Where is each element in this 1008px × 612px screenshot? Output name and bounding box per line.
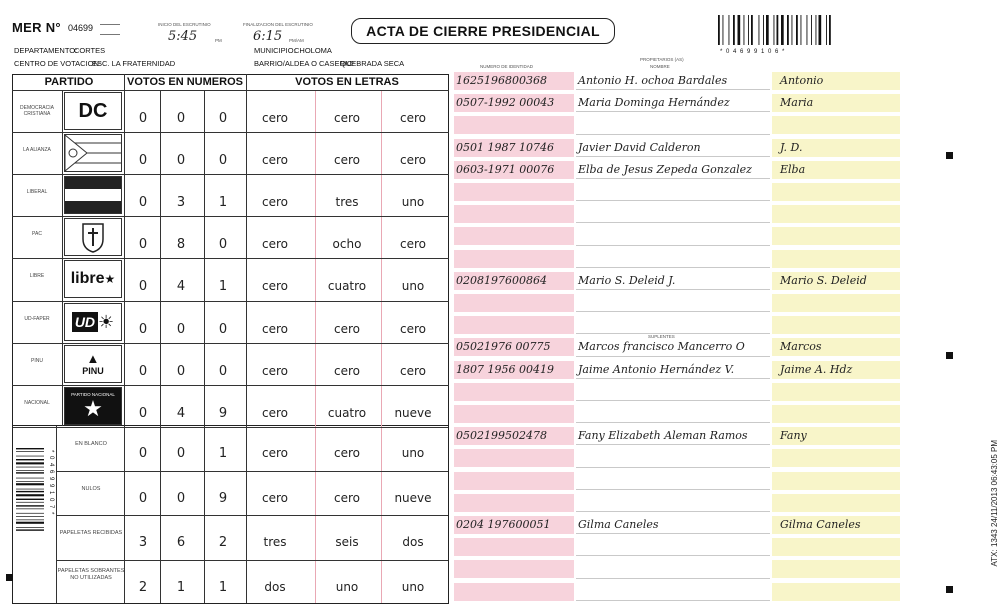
signature-cell <box>772 205 900 223</box>
signature-cell <box>772 494 900 512</box>
name-line <box>576 156 770 157</box>
party-logo-icon <box>64 176 122 214</box>
signature-cell <box>772 538 900 556</box>
vote-word: cero <box>334 111 360 125</box>
total-label: PAPELETAS RECIBIDAS <box>59 530 123 536</box>
vote-word: uno <box>401 279 425 293</box>
vote-digit: 0 <box>218 364 228 379</box>
vote-word: cero <box>262 195 288 209</box>
pinu-logo-text: PINU <box>82 366 104 376</box>
top-barcode-icon <box>716 15 866 47</box>
name-line <box>576 400 770 401</box>
col-votos-letras: VOTOS EN LETRAS <box>295 76 399 88</box>
name-line <box>576 467 770 468</box>
total-word: dos <box>402 535 424 549</box>
signature-cell <box>772 294 900 312</box>
member-signature: Maria <box>780 96 814 109</box>
total-digit: 1 <box>218 446 228 461</box>
finalize-ampm: PM/AM <box>289 38 304 43</box>
total-word: uno <box>401 446 425 460</box>
member-signature: Elba <box>780 163 806 176</box>
signature-cell <box>772 405 900 423</box>
vote-digit: 0 <box>138 279 148 294</box>
total-digit: 0 <box>176 491 186 506</box>
name-line <box>576 134 770 135</box>
signature-cell <box>772 316 900 334</box>
id-cell <box>454 449 574 467</box>
vote-word: cuatro <box>327 406 367 420</box>
member-signature: Gilma Caneles <box>780 518 861 531</box>
registration-marker <box>946 352 953 359</box>
row-divider <box>12 385 449 386</box>
tse-logo-icon <box>100 24 120 35</box>
name-line <box>576 89 770 90</box>
name-line <box>576 111 770 112</box>
mer-label: MER N° <box>12 20 61 35</box>
id-cell <box>454 494 574 512</box>
name-line <box>576 578 770 579</box>
vote-word: cero <box>262 279 288 293</box>
top-barcode-number: * 0 4 6 9 9 1 0 6 * <box>720 49 786 55</box>
inicio-time: 5:45 <box>168 29 198 44</box>
name-line <box>576 267 770 268</box>
nombre-label: NOMBRE <box>650 64 670 69</box>
vote-word: cero <box>334 322 360 336</box>
registration-marker <box>946 586 953 593</box>
star-icon: ★ <box>104 272 116 286</box>
vote-digit: 1 <box>218 279 228 294</box>
party-name: LIBRE <box>29 273 45 279</box>
name-line <box>576 511 770 512</box>
party-name: PINU <box>31 358 43 364</box>
vote-digit: 0 <box>138 111 148 126</box>
member-id: 1625196800368 <box>456 74 547 87</box>
vote-word: cero <box>262 322 288 336</box>
id-cell <box>454 583 574 601</box>
signature-cell <box>772 183 900 201</box>
party-logo-icon <box>64 303 122 341</box>
id-cell <box>454 227 574 245</box>
member-id: 0603-1971 00076 <box>456 163 555 176</box>
total-digit: 0 <box>138 446 148 461</box>
total-word: cero <box>334 491 360 505</box>
row-divider <box>12 343 449 344</box>
signature-cell <box>772 250 900 268</box>
mer-number: 04699 <box>68 23 94 33</box>
member-signature: Marcos <box>780 340 822 353</box>
total-label: PAPELETAS SOBRANTES NO UTILIZADAS <box>57 568 125 581</box>
signature-cell <box>772 472 900 490</box>
side-stamp: ATX: 1343 24/11/2013 06:43:05 PM <box>990 440 999 567</box>
name-line <box>576 555 770 556</box>
total-digit: 1 <box>176 580 186 595</box>
party-logo-icon <box>64 260 122 298</box>
member-name: Marcos francisco Mancerro O <box>578 340 745 353</box>
party-logo-icon <box>64 92 122 130</box>
star-icon: ★ <box>83 395 103 421</box>
municipio-value: CHOLOMA <box>294 46 332 55</box>
total-digit: 2 <box>218 535 228 550</box>
member-name: Maria Dominga Hernández <box>578 96 730 109</box>
party-name: LIBERAL <box>26 189 48 195</box>
id-cell <box>454 116 574 134</box>
member-id: 05021976 00775 <box>456 340 551 353</box>
id-cell <box>454 405 574 423</box>
finalize-time: 6:15 <box>253 29 283 44</box>
vote-digit: 0 <box>138 364 148 379</box>
total-digit: 9 <box>218 491 228 506</box>
member-name: Antonio H. ochoa Bardales <box>578 74 728 87</box>
vote-digit: 0 <box>218 111 228 126</box>
name-line <box>576 600 770 601</box>
vote-digit: 0 <box>138 237 148 252</box>
vote-word: cero <box>400 153 426 167</box>
departamento-label: DEPARTAMENTO: <box>14 46 78 55</box>
total-word: uno <box>401 580 425 594</box>
member-name: Mario S. Deleid J. <box>578 274 676 287</box>
vote-word: cero <box>400 111 426 125</box>
ud-logo-text: UD <box>72 312 98 332</box>
total-digit: 1 <box>218 580 228 595</box>
inicio-label: INICIO DEL ESCRUTINIO <box>158 22 211 27</box>
row-divider <box>12 216 449 217</box>
liberal-flag-icon <box>65 177 121 213</box>
registration-marker <box>946 152 953 159</box>
alianza-flag-icon <box>65 135 121 171</box>
member-name: Javier David Calderon <box>578 141 701 154</box>
vote-word: tres <box>335 195 359 209</box>
member-signature: Antonio <box>780 74 824 87</box>
party-name: NACIONAL <box>24 400 50 406</box>
total-word: tres <box>263 535 287 549</box>
dc-logo-text: DC <box>78 99 108 122</box>
departamento-value: CORTES <box>74 46 106 55</box>
signature-cell <box>772 383 900 401</box>
total-word: cero <box>262 491 288 505</box>
total-word: cero <box>262 446 288 460</box>
party-name: DEMOCRACIA CRISTIANA <box>20 105 54 117</box>
member-id: 1807 1956 00419 <box>456 363 554 376</box>
name-line <box>576 533 770 534</box>
member-signature: Fany <box>780 429 807 442</box>
member-signature: J. D. <box>780 141 803 154</box>
vote-digit: 4 <box>176 279 186 294</box>
name-line <box>576 311 770 312</box>
vote-word: cero <box>262 364 288 378</box>
member-id: 0501 1987 10746 <box>456 141 554 154</box>
vote-word: cuatro <box>327 279 367 293</box>
vote-digit: 1 <box>218 195 228 210</box>
nacional-logo-text: PARTIDO NACIONAL <box>71 391 115 397</box>
identidad-label: NUMERO DE IDENTIDAD <box>480 64 534 69</box>
row-divider <box>12 90 449 91</box>
total-digit: 3 <box>138 535 148 550</box>
vote-digit: 0 <box>176 322 186 337</box>
party-logo-icon <box>64 345 122 383</box>
vote-digit: 0 <box>176 111 186 126</box>
name-line <box>576 289 770 290</box>
party-logo-icon <box>64 218 122 256</box>
total-word: nueve <box>394 491 432 505</box>
member-name: Fany Elizabeth Aleman Ramos <box>578 429 748 442</box>
vote-digit: 8 <box>176 237 186 252</box>
member-signature: Mario S. Deleid <box>780 274 867 287</box>
vote-digit: 0 <box>138 153 148 168</box>
signature-cell <box>772 116 900 134</box>
suplentes-label: SUPLENTES <box>648 334 675 339</box>
total-word: uno <box>335 580 359 594</box>
row-divider <box>12 301 449 302</box>
id-cell <box>454 316 574 334</box>
member-signature: Jaime A. Hdz <box>780 363 853 376</box>
vote-word: cero <box>400 322 426 336</box>
left-barcode-number: * 0 4 6 9 9 1 0 7 * <box>48 450 54 516</box>
id-cell <box>454 205 574 223</box>
vote-word: cero <box>400 237 426 251</box>
vote-word: cero <box>262 406 288 420</box>
party-name: UD-FAPER <box>24 316 50 322</box>
vote-digit: 0 <box>138 195 148 210</box>
signature-cell <box>772 560 900 578</box>
centro-label: CENTRO DE VOTACION: <box>14 59 101 68</box>
torch-icon: ▲ <box>86 351 100 366</box>
party-logo-icon <box>64 387 122 425</box>
id-cell <box>454 472 574 490</box>
row-divider <box>12 132 449 133</box>
total-label: NULOS <box>81 486 101 492</box>
vote-word: cero <box>400 364 426 378</box>
left-barcode-icon <box>16 448 46 548</box>
name-line <box>576 444 770 445</box>
total-word: dos <box>264 580 286 594</box>
totals-table <box>12 426 449 604</box>
sun-icon: ☀ <box>98 311 115 332</box>
member-id: 0208197600864 <box>456 274 547 287</box>
vote-digit: 0 <box>176 364 186 379</box>
name-line <box>576 489 770 490</box>
name-line <box>576 356 770 357</box>
name-line <box>576 422 770 423</box>
total-digit: 2 <box>138 580 148 595</box>
total-label: EN BLANCO <box>75 441 107 447</box>
registration-marker <box>6 574 13 581</box>
id-cell <box>454 560 574 578</box>
vote-word: cero <box>334 153 360 167</box>
name-line <box>576 378 770 379</box>
centro-value: ESC. LA FRATERNIDAD <box>92 59 176 68</box>
libre-logo-text: libre <box>70 270 105 287</box>
member-name: Elba de Jesus Zepeda Gonzalez <box>578 163 752 176</box>
vote-digit: 4 <box>176 406 186 421</box>
pac-shield-icon <box>65 219 121 255</box>
municipio-label: MUNICIPIO: <box>254 46 296 55</box>
signature-cell <box>772 583 900 601</box>
vote-word: cero <box>262 237 288 251</box>
member-id: 0507-1992 00043 <box>456 96 555 109</box>
party-name: LA ALIANZA <box>23 147 51 153</box>
row-divider <box>12 174 449 175</box>
finalize-label: FINALIZACION DEL ESCRUTINIO <box>243 22 313 27</box>
row-divider <box>12 258 449 259</box>
party-name: PAC <box>32 231 42 237</box>
party-logo-icon <box>64 134 122 172</box>
document-title: ACTA DE CIERRE PRESIDENCIAL <box>351 18 615 44</box>
vote-word: ocho <box>332 237 362 251</box>
vote-word: uno <box>401 195 425 209</box>
total-word: cero <box>334 446 360 460</box>
total-digit: 6 <box>176 535 186 550</box>
inicio-ampm: PM <box>215 38 222 43</box>
id-cell <box>454 183 574 201</box>
col-votos-numeros: VOTOS EN NUMEROS <box>127 76 243 88</box>
id-cell <box>454 294 574 312</box>
total-digit: 0 <box>138 491 148 506</box>
name-line <box>576 200 770 201</box>
id-cell <box>454 383 574 401</box>
id-cell <box>454 250 574 268</box>
name-line <box>576 245 770 246</box>
total-word: seis <box>335 535 359 549</box>
vote-digit: 0 <box>218 237 228 252</box>
vote-word: cero <box>262 111 288 125</box>
vote-digit: 0 <box>138 406 148 421</box>
vote-word: cero <box>262 153 288 167</box>
propietarios-label: PROPIETARIOS (AS) <box>640 57 684 62</box>
id-cell <box>454 538 574 556</box>
vote-word: nueve <box>394 406 432 420</box>
vote-digit: 0 <box>218 153 228 168</box>
name-line <box>576 222 770 223</box>
barrio-label: BARRIO/ALDEA O CASERIO: <box>254 59 355 68</box>
signature-cell <box>772 227 900 245</box>
signature-cell <box>772 449 900 467</box>
vote-word: cero <box>334 364 360 378</box>
member-id: 0204 197600051 <box>456 518 551 531</box>
vote-digit: 0 <box>176 153 186 168</box>
member-name: Jaime Antonio Hernández V. <box>578 363 735 376</box>
total-digit: 0 <box>176 446 186 461</box>
vote-digit: 3 <box>176 195 186 210</box>
member-name: Gilma Caneles <box>578 518 659 531</box>
col-partido: PARTIDO <box>44 76 94 88</box>
member-id: 0502199502478 <box>456 429 547 442</box>
vote-digit: 0 <box>138 322 148 337</box>
vote-digit: 0 <box>218 322 228 337</box>
name-line <box>576 178 770 179</box>
vote-digit: 9 <box>218 406 228 421</box>
barrio-value: QUEBRADA SECA <box>340 59 405 68</box>
